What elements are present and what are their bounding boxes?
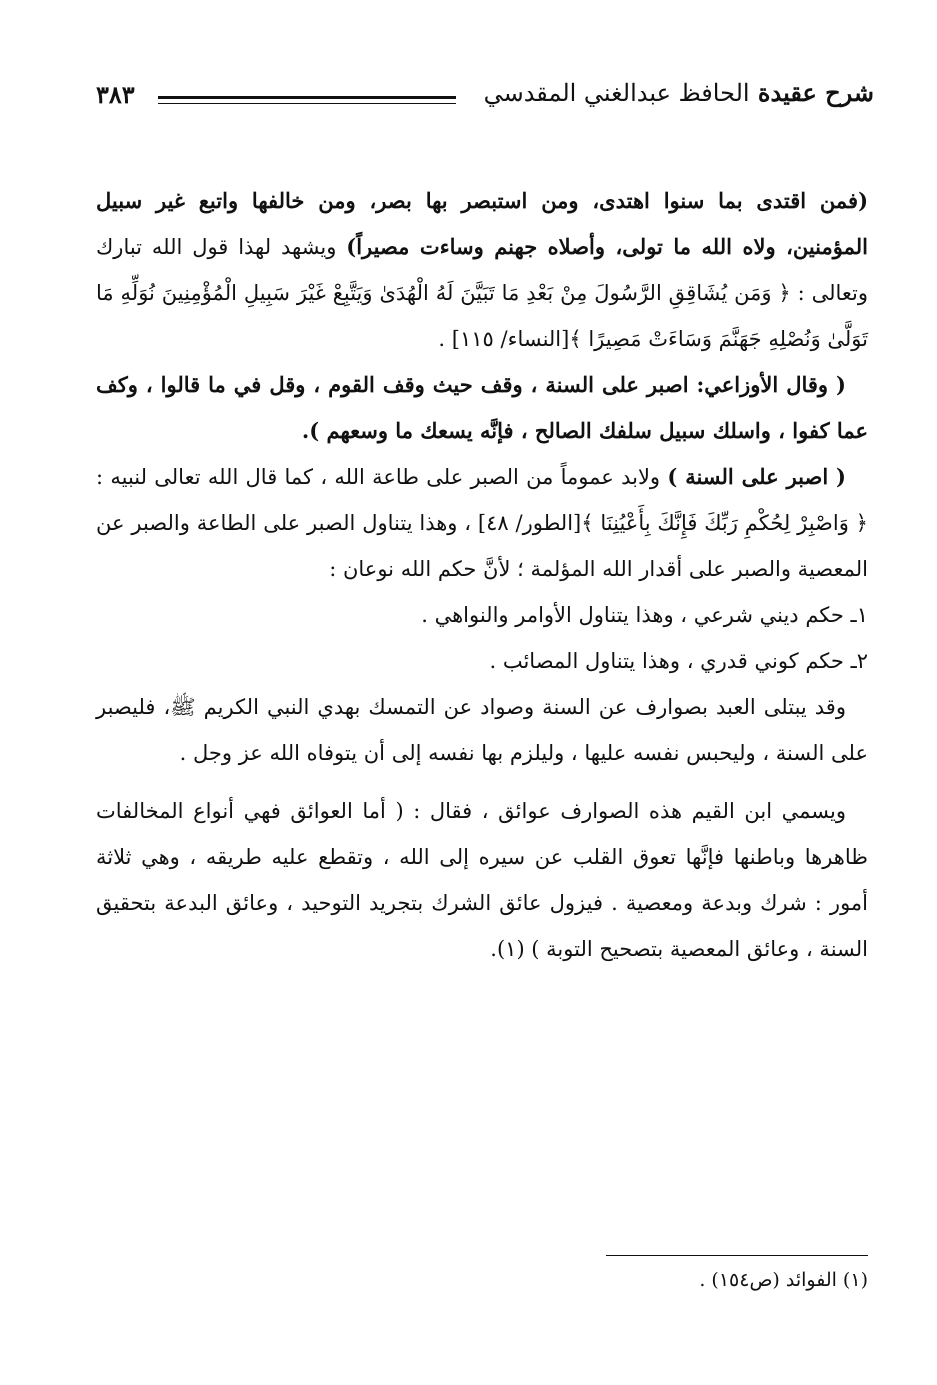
- paragraph-1-text: ويشهد لهذا قول الله تبارك وتعالى :: [96, 235, 868, 305]
- verse-reference-1: [النساء/ ١١٥] .: [438, 327, 570, 351]
- list-item-2: ٢ـ حكم كوني قدري ، وهذا يتناول المصائب .: [489, 649, 868, 673]
- paragraph-3-text-b: [الطور/ ٤٨] ، وهذا يتناول الصبر على الطاعة والصبر عن المعصية والصبر على أقدار الله المؤلمة ؛ لأنَّ حكم الله نوعان :: [96, 511, 868, 581]
- footnote: (١) الفوائد (ص١٥٤) .: [699, 1269, 868, 1291]
- running-title-rest: الحافظ عبدالغني المقدسي: [483, 79, 750, 107]
- quran-verse-2: ﴿ وَاصْبِرْ لِحُكْمِ رَبِّكَ فَإِنَّكَ بِأَعْيُنِنَا ﴾: [581, 511, 868, 535]
- quote-bold-1: (فمن اقتدى بما سنوا اهتدى، ومن استبصر بها بصر، ومن خالفها واتبع غير سبيل المؤمنين، ولاه الله ما تولى، وأصلاه جهنم وساءت مصيراً): [96, 188, 868, 259]
- paragraph-1: [96, 178, 868, 362]
- header-rule-thin: [158, 103, 456, 104]
- running-title-bold: شرح عقيدة: [757, 78, 874, 107]
- header-rule-thick: [158, 96, 456, 99]
- paragraph-2-awzai-quote: ( وقال الأوزاعي: اصبر على السنة ، وقف حيث وقف القوم ، وقل في ما قالوا ، وكف عما كفوا ، واسلك سبيل سلفك الصالح ، فإنَّه يسعك ما وسعهم ).: [96, 372, 868, 443]
- list-item-1: ١ـ حكم ديني شرعي ، وهذا يتناول الأوامر والنواهي .: [421, 603, 868, 627]
- page-body: [96, 178, 868, 972]
- quran-verse-1: ﴿ وَمَن يُشَاقِقِ الرَّسُولَ مِنْ بَعْدِ مَا تَبَيَّنَ لَهُ الْهُدَىٰ وَيَتَّبِعْ غَيْرَ سَبِيلِ الْمُؤْمِنِينَ نُوَلِّهِ مَا تَوَلَّىٰ وَنُصْلِهِ جَهَنَّمَ وَسَاءَتْ مَصِيرًا ﴾: [96, 281, 868, 351]
- page-number: ٣٨٣: [96, 80, 135, 109]
- page-header: [96, 74, 874, 124]
- running-title: [484, 78, 874, 107]
- footnote-separator: [606, 1255, 868, 1256]
- paragraph-4: وقد يبتلى العبد بصوارف عن السنة وصواد عن التمسك بهدي النبي الكريم ﷺ، فليصبر على السنة ، وليحبس نفسه عليها ، وليلزم بها نفسه إلى أن يتوفاه الله عز وجل .: [96, 695, 868, 765]
- quote-bold-3: ( اصبر على السنة ): [667, 464, 846, 489]
- paragraph-5: ويسمي ابن القيم هذه الصوارف عوائق ، فقال : ( أما العوائق فهي أنواع المخالفات ظاهرها وباطنها فإنَّها تعوق القلب عن سيره إلى الله ، وتقطع عليه طريقه ، وهي ثلاثة أمور : شرك وبدعة ومعصية . فيزول عائق الشرك بتجريد التوحيد ، وعائق البدعة بتحقيق السنة ، وعائق المعصية بتصحيح التوبة ) (١).: [96, 799, 868, 961]
- paragraph-3: [96, 454, 868, 592]
- paragraph-3-text-a: ولابد عموماً من الصبر على طاعة الله ، كما قال الله تعالى لنبيه :: [96, 465, 668, 489]
